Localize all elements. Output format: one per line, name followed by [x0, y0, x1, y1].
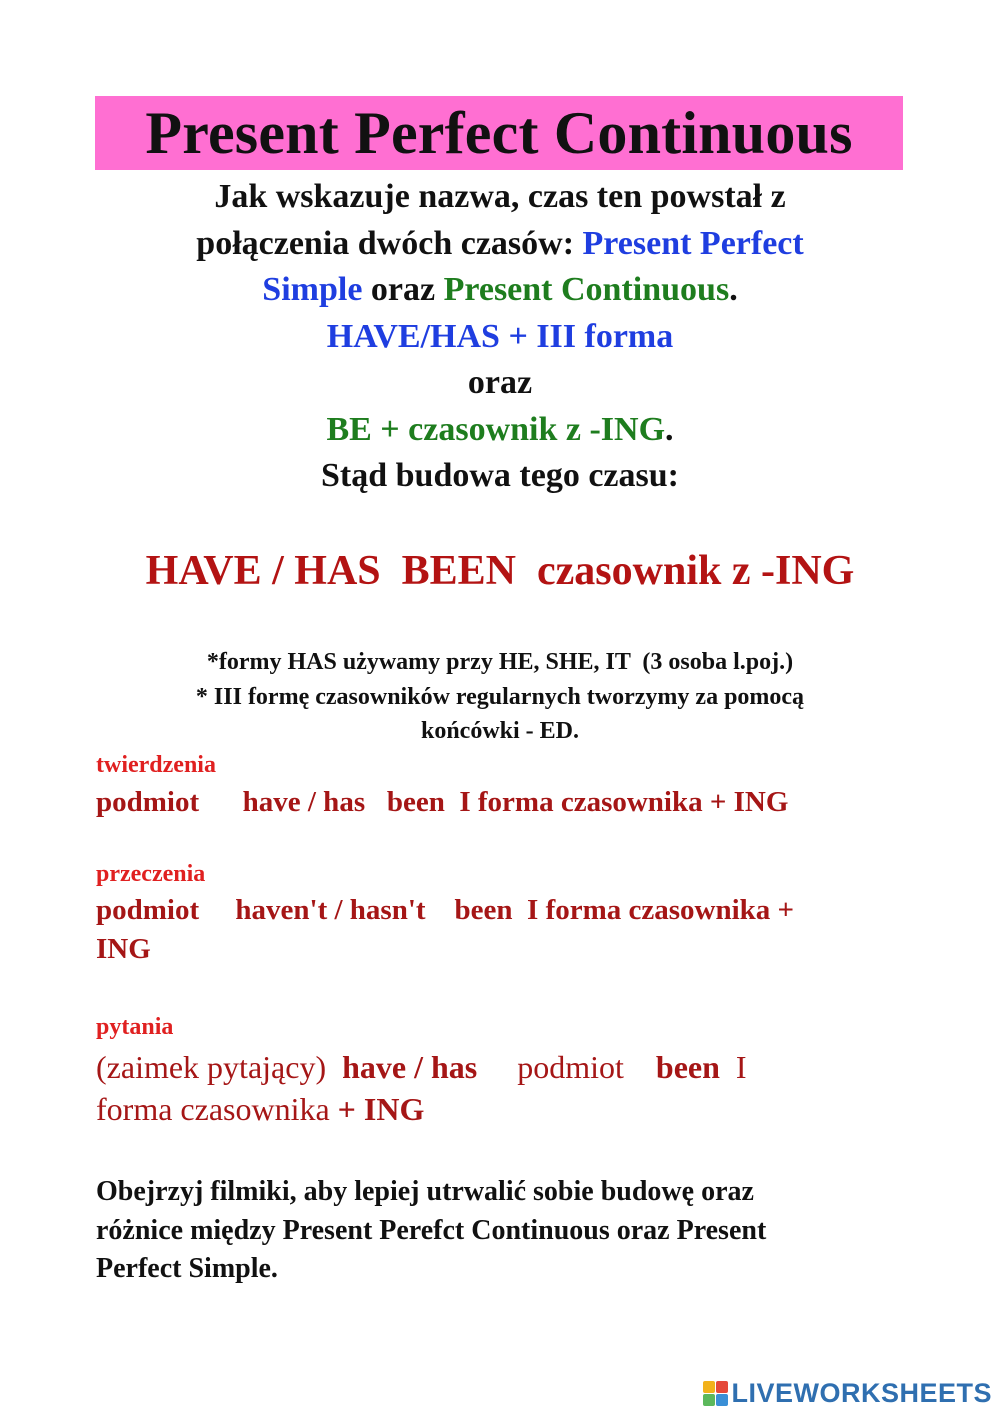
simple-term: Simple [262, 271, 363, 308]
intro-paragraph [60, 174, 940, 500]
affirmative-label: twierdzenia [96, 752, 216, 778]
notes [80, 645, 920, 749]
liveworksheets-logo [703, 1375, 992, 1411]
have-has-formula: HAVE/HAS + III forma [326, 317, 674, 355]
negative-rule: podmiot haven't / hasn't been I forma czasownika + ING [96, 894, 795, 965]
negative-label: przeczenia [96, 861, 206, 887]
title-banner [95, 96, 903, 170]
intro-line-2: połączenia dwóch czasów: Present Perfect [196, 224, 804, 262]
note-third-form-cont: końcówki - ED. [420, 718, 580, 744]
be-ing-formula: BE + czasownik z -ING. [326, 410, 674, 448]
outro-paragraph: Obejrzyj filmiki, aby lepiej utrwalić sobie budowę oraz różnice między Present Perefct Continuous oraz Present Perfect Simple. [96, 1176, 767, 1284]
question-label: pytania [96, 1014, 174, 1040]
intro-line-1: Jak wskazuje nazwa, czas ten powstał z [214, 178, 786, 215]
present-continuous-term: Present Continuous [443, 271, 730, 308]
note-has-usage: *formy HAS używamy przy HE, SHE, IT (3 osoba l.poj.) [206, 649, 794, 675]
logo-text: LIVEWORKSHEETS [731, 1377, 992, 1408]
intro-oraz: oraz [467, 364, 533, 401]
question-rule: (zaimek pytający) have / has podmiot been I forma czasownika + ING [96, 1049, 747, 1127]
structure-formula: HAVE / HAS BEEN czasownik z -ING [145, 548, 855, 594]
note-third-form: * III formę czasowników regularnych tworzymy za pomocą [195, 683, 805, 710]
intro-structure-line: Stąd budowa tego czasu: [321, 457, 679, 494]
page-title: Present Perfect Continuous [145, 100, 853, 166]
affirmative-rule: podmiot have / has been I forma czasownika + ING [96, 786, 789, 818]
intro-line-3: Simple oraz Present Continuous. [262, 271, 738, 308]
logo-mark-icon [703, 1381, 728, 1406]
present-perfect-term: Present Perfect [582, 224, 804, 262]
